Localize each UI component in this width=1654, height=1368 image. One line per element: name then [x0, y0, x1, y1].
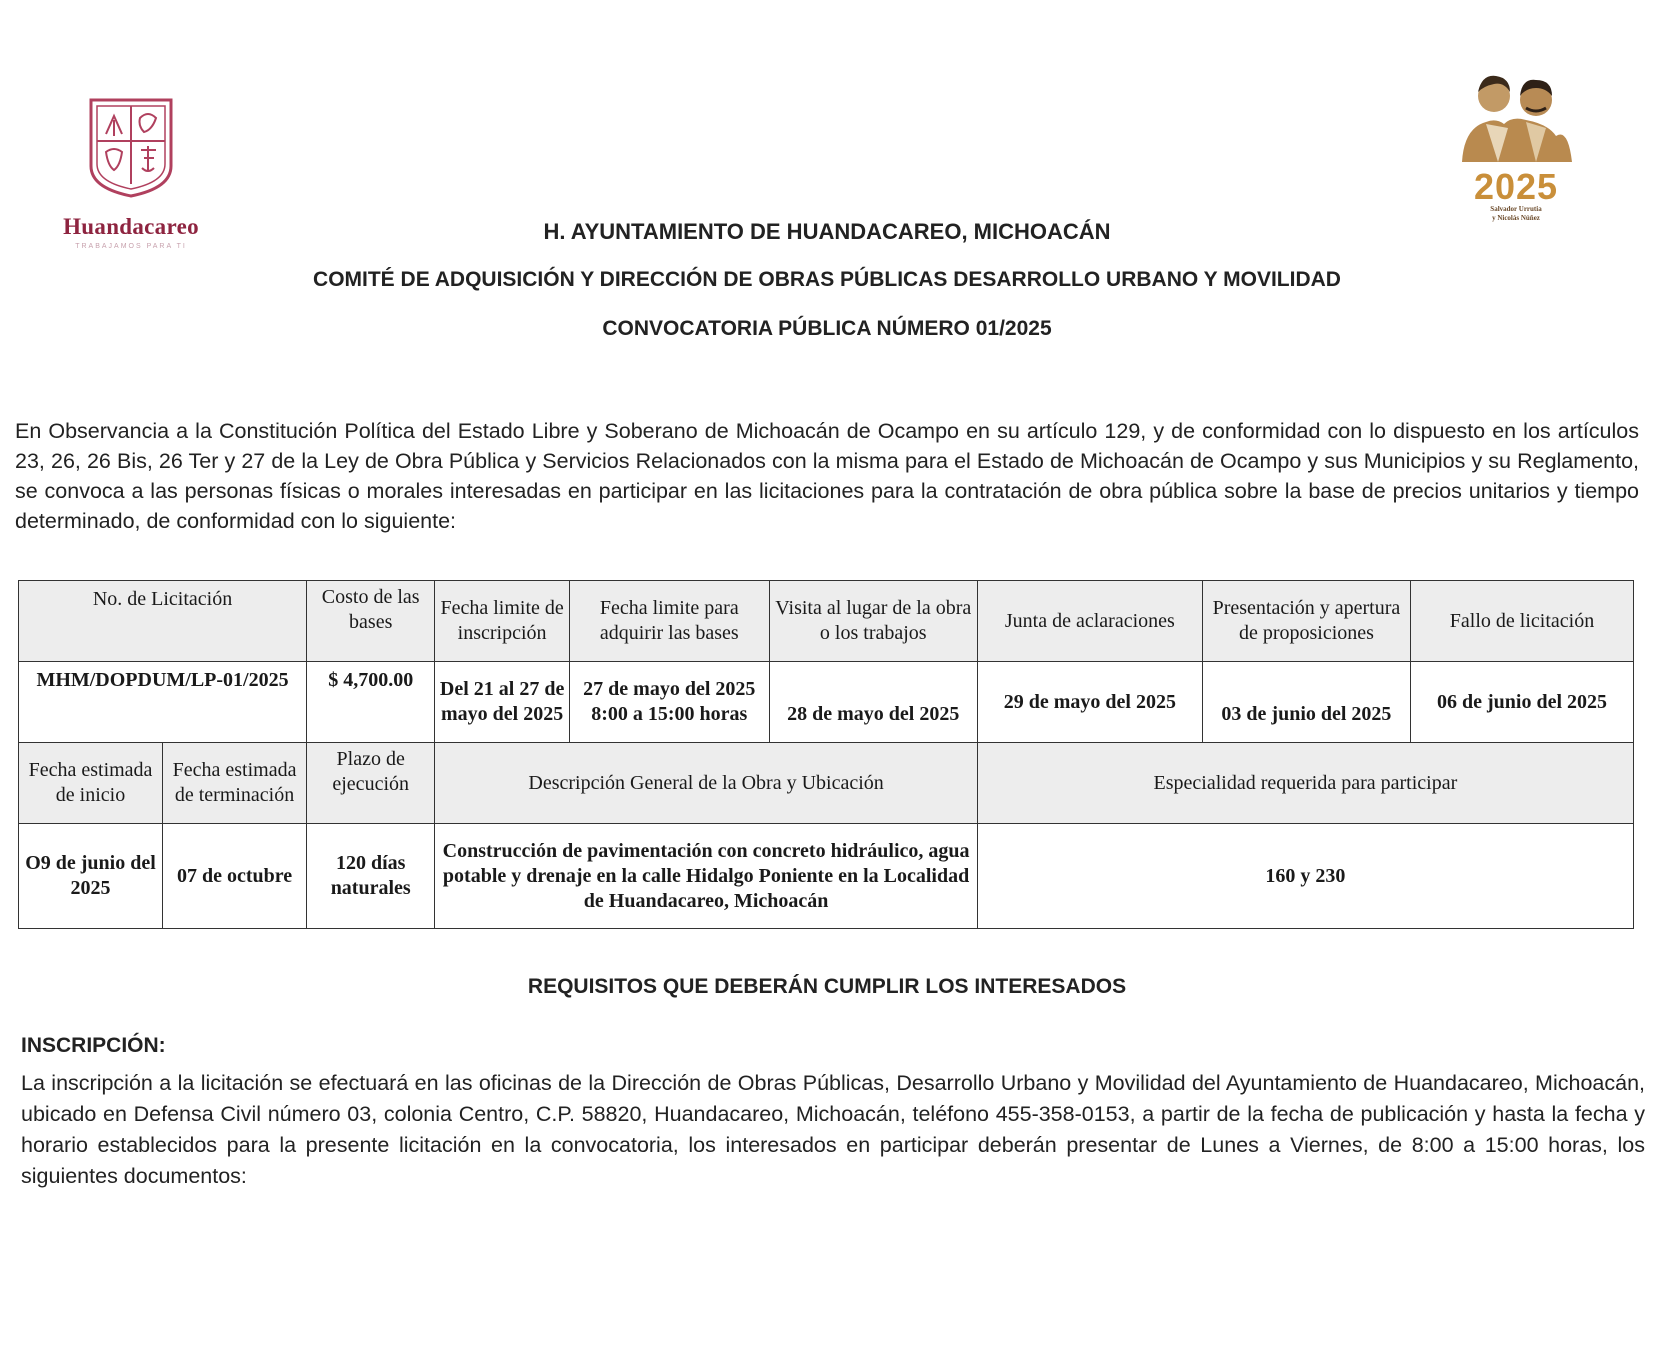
inscription-paragraph: La inscripción a la licitación se efectuará en las oficinas de la Dirección de Obras Públicas, Desarrollo Urbano y Movilidad del Ayuntamiento de Huandacareo, Michoacán, ubicado en Defensa Civil número 03, colonia Centro, C.P. 58820, Huandacareo, Michoacán, teléfono 455-358-0153, a partir de la fecha de publicación y hasta la fecha y horario establecidos para la presente licitación en la convocatoria, los interesados en participar deberán presentar de Lunes a Viernes, de 8:00 a 15:00 horas, los siguientes documentos:: [21, 1071, 1645, 1188]
intro-paragraph: En Observancia a la Constitución Política del Estado Libre y Soberano de Michoacán de Ocampo en su artículo 129, y de conformidad con lo dispuesto en los artículos 23, 26, 26 Bis, 26 Ter y 27 de la Ley de Obra Pública y Servicios Relacionados con la misma para el Estado de Michoacán de Ocampo y sus Municipios y su Reglamento, se convoca a las personas físicas o morales interesadas en participar en las licitaciones para la contratación de obra pública sobre la base de precios unitarios y tiempo determinado, de conformidad con lo siguiente:: [15, 419, 1639, 533]
value-terminacion: 07 de octubre: [163, 824, 307, 929]
header-fecha-adquirir: Fecha limite para adquirir las bases: [569, 581, 769, 662]
value-descripcion: Construcción de pavimentación con concreto hidráulico, agua potable y drenaje en la calle Hidalgo Poniente en la Localidad de Huandacareo, Michoacán: [435, 824, 978, 929]
portraits-2025-icon: [1456, 66, 1576, 164]
anniversary-2025-logo: [1446, 66, 1586, 223]
logo-caption-2: y Nicolás Núñez: [1492, 214, 1540, 222]
value-visita: 28 de mayo del 2025: [769, 662, 977, 743]
header-especialidad: Especialidad requerida para participar: [977, 743, 1633, 824]
value-fecha-adquirir-hours: 8:00 a 15:00 horas: [591, 703, 748, 725]
header-plazo: Plazo de ejecución: [307, 743, 435, 824]
value-inicio: O9 de junio del 2025: [19, 824, 163, 929]
value-presentacion: 03 de junio del 2025: [1202, 662, 1410, 743]
header-fallo: Fallo de licitación: [1411, 581, 1634, 662]
value-plazo: 120 días naturales: [307, 824, 435, 929]
call-number-title: CONVOCATORIA PÚBLICA NÚMERO 01/2025: [602, 317, 1052, 340]
brand-tagline: TRABAJAMOS PARA TI: [75, 243, 187, 250]
header-visita: Visita al lugar de la obra o los trabajos: [769, 581, 977, 662]
header-inicio: Fecha estimada de inicio: [19, 743, 163, 824]
table-header-row-1: [19, 581, 1634, 662]
document-title: H. AYUNTAMIENTO DE HUANDACAREO, MICHOACÁN: [543, 219, 1111, 244]
licitacion-table: [18, 580, 1634, 929]
header-licitacion: No. de Licitación: [19, 581, 307, 662]
municipal-crest-icon: [86, 96, 176, 200]
value-fecha-adquirir-date: 27 de mayo del 2025: [583, 678, 756, 700]
brand-name: Huandacareo: [63, 214, 199, 239]
value-junta: 29 de mayo del 2025: [977, 662, 1202, 743]
value-licitacion: MHM/DOPDUM/LP-01/2025: [19, 662, 307, 743]
table-value-row-1: [19, 662, 1634, 743]
table-value-row-2: [19, 824, 1634, 929]
value-fallo: 06 de junio del 2025: [1411, 662, 1634, 743]
committee-title: COMITÉ DE ADQUISICIÓN Y DIRECCIÓN DE OBRAS PÚBLICAS DESARROLLO URBANO Y MOVILIDAD: [313, 268, 1341, 291]
value-fecha-adquirir: [569, 662, 769, 743]
value-especialidad: 160 y 230: [977, 824, 1633, 929]
header-fecha-limite: Fecha limite de inscripción: [435, 581, 570, 662]
year-label: 2025: [1473, 166, 1559, 207]
header-presentacion: Presentación y apertura de proposiciones: [1202, 581, 1410, 662]
value-fecha-limite: Del 21 al 27 de mayo del 2025: [435, 662, 570, 743]
header-terminacion: Fecha estimada de terminación: [163, 743, 307, 824]
header-descripcion: Descripción General de la Obra y Ubicación: [435, 743, 978, 824]
logo-caption-1: Salvador Urrutia: [1490, 205, 1542, 213]
inscription-title: INSCRIPCIÓN:: [21, 1034, 166, 1057]
header-junta: Junta de aclaraciones: [977, 581, 1202, 662]
table-header-row-2: [19, 743, 1634, 824]
header-costo: Costo de las bases: [307, 581, 435, 662]
requirements-title: REQUISITOS QUE DEBERÁN CUMPLIR LOS INTERESADOS: [527, 975, 1127, 998]
value-costo: $ 4,700.00: [307, 662, 435, 743]
